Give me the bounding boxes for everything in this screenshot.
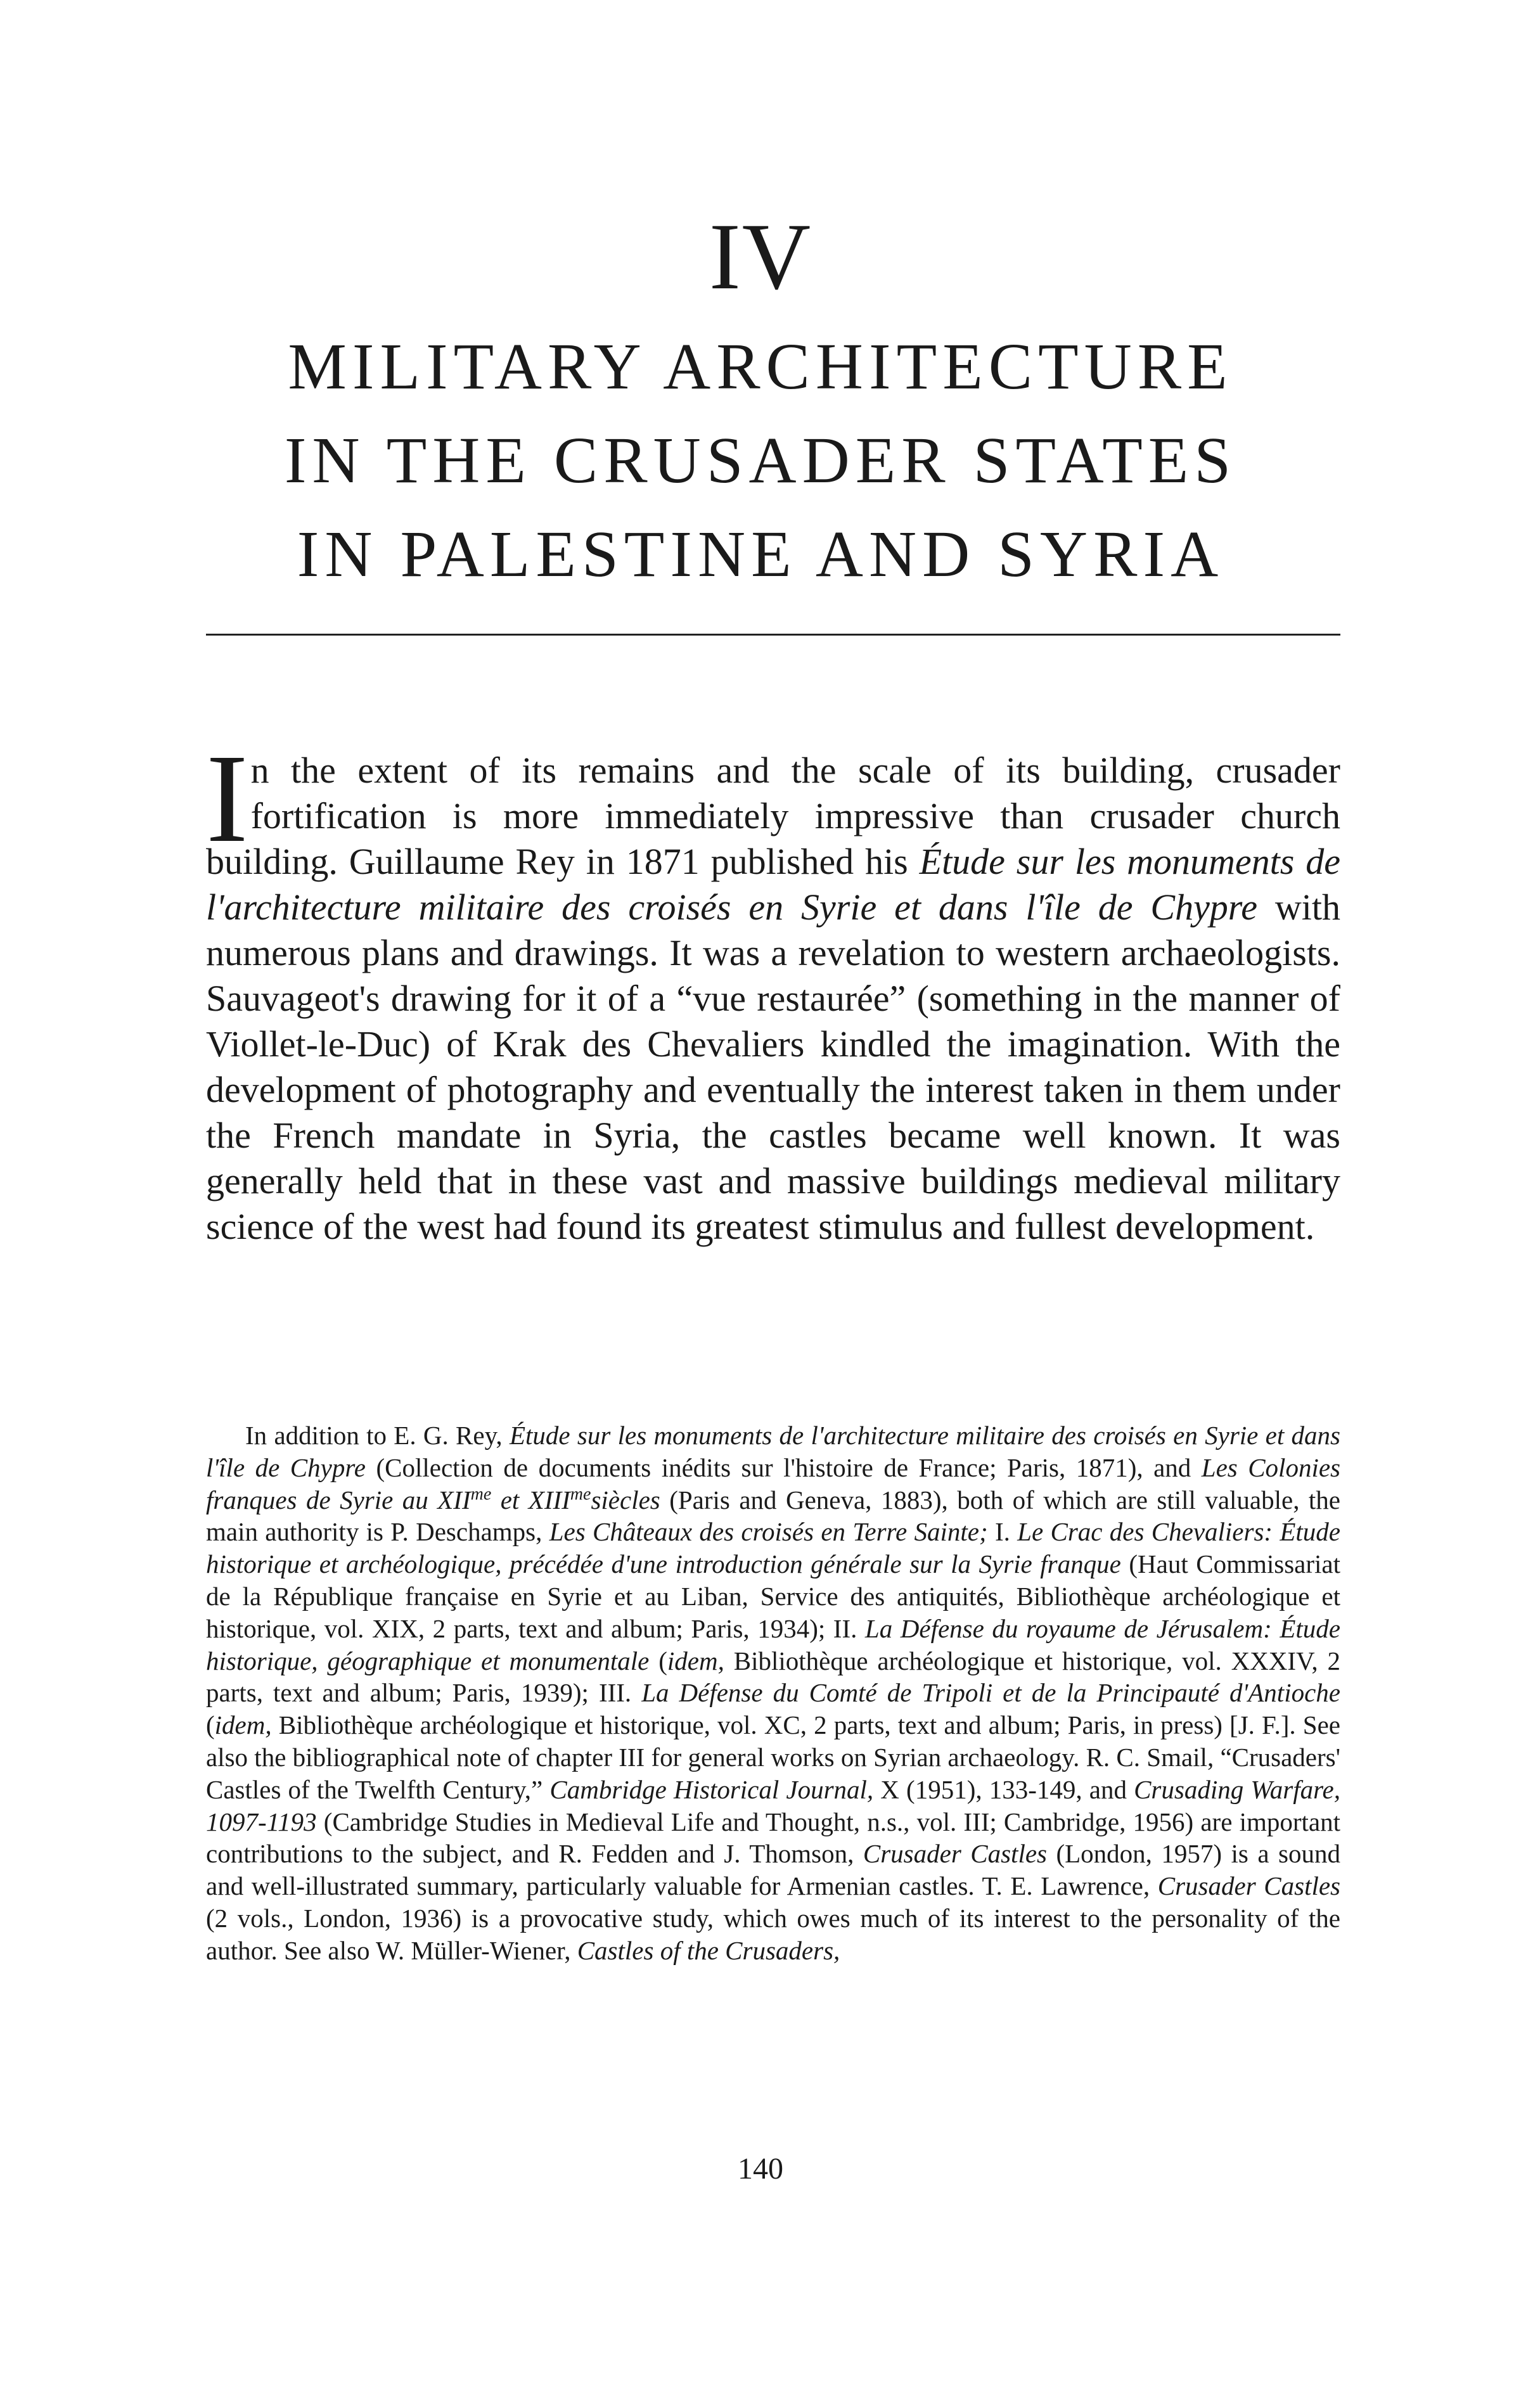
title-divider: [206, 634, 1340, 636]
body-text-segment: n the extent of its remains and the scale of its building, crusader fortification is more immediately impressive than crusader church building. Guillaume Rey in 1871 published his: [206, 750, 1340, 882]
footnote-text: I.: [987, 1517, 1018, 1547]
footnote-italic: et XIII: [491, 1485, 570, 1515]
footnote-text: (London, 1957) is a sound and well-illustrated summary, particularly valuable for Armenian castles. T. E. Lawrence,: [206, 1839, 1341, 1901]
footnote-italic: Les Châteaux des croisés en Terre Sainte;: [549, 1517, 988, 1547]
footnote-text: (: [206, 1710, 215, 1740]
footnote: [206, 1419, 1340, 1967]
footnote-italic: Les Colonies franques de Syrie au XII: [206, 1452, 1340, 1515]
chapter-title-line: IN PALESTINE AND SYRIA: [297, 518, 1224, 591]
drop-cap: I: [206, 729, 248, 869]
footnote-italic: La Défense du Comté de Tripoli et de la Principauté d'Antioche: [641, 1678, 1340, 1708]
footnote-text: (Paris and Geneva, 1883), both of which are still valuable, the main authority is P. Deschamps,: [206, 1485, 1341, 1547]
footnote-italic: me: [470, 1483, 492, 1504]
body-text-segment: with numerous plans and drawings. It was a revelation to western archaeologists. Sauvageot's drawing for it of a “vue restaurée” (something in the manner of Viollet-le-Duc) of Krak des Chevaliers kindled the imagination. With the development of photography and eventually the interest taken in them under the French mandate in Syria, the castles became well known. It was generally held that in these vast and massive buildings medieval military science of the west had found its greatest stimulus and fullest development.: [206, 887, 1341, 1247]
footnote-text: (Cambridge Studies in Medieval Life and Thought, n.s., vol. III; Cambridge, 1956) are important contributions to the subject, and R. Fedden and J. Thomson,: [206, 1807, 1340, 1869]
body-italic-title: Étude sur les monuments de l'architecture militaire des croisés en Syrie et dans l'île de Chypre: [206, 841, 1340, 928]
footnote-italic: Crusading Warfare, 1097-1193: [206, 1774, 1340, 1836]
footnote-italic: Le Crac des Chevaliers: Étude historique et archéologique, précédée d'une introduction générale sur la Syrie franque: [206, 1517, 1341, 1579]
footnote-italic: Étude sur les monuments de l'architecture militaire des croisés en Syrie et dans l'île de Chypre: [206, 1421, 1340, 1482]
footnote-italic: Castles of the Crusaders,: [577, 1935, 840, 1965]
footnote-italic: Cambridge Historical Journal,: [549, 1774, 874, 1804]
footnote-text: (Haut Commissariat de la République française en Syrie et au Liban, Service des antiquités, Bibliothèque archéologique et historique, vol. XIX, 2 parts, text and album; Paris, 1934); II.: [206, 1549, 1340, 1643]
footnote-text: X (1951), 133-149, and: [873, 1774, 1134, 1804]
footnote-superscript: [471, 1484, 492, 1504]
page-number: 140: [738, 2152, 783, 2186]
footnote-italic: me: [570, 1483, 591, 1504]
footnote-italic: siècles: [591, 1485, 660, 1515]
footnote-italic: La Défense du royaume de Jérusalem: Étude historique, géographique et monumentale: [206, 1613, 1340, 1675]
footnote-italic: Crusader Castles: [1157, 1871, 1341, 1901]
footnote-text: (: [649, 1646, 667, 1675]
footnote-italic: Crusader Castles: [863, 1839, 1047, 1869]
chapter-title: [190, 320, 1331, 601]
footnote-text: In addition to E. G. Rey,: [245, 1421, 510, 1450]
footnote-italic: idem,: [667, 1646, 724, 1675]
footnote-italic: idem,: [214, 1710, 272, 1740]
footnote-text: (2 vols., London, 1936) is a provocative study, which owes much of its interest to the personality of the author. See also W. Müller-Wiener,: [206, 1903, 1340, 1965]
footnote-text: (Collection de documents inédits sur l'histoire de France; Paris, 1871), and: [365, 1452, 1202, 1482]
footnote-superscript: [570, 1484, 591, 1504]
footnote-text: Bibliothèque archéologique et historique, vol. XXXIV, 2 parts, text and album; Paris, 1939); III.: [206, 1646, 1341, 1708]
chapter-title-line: IN THE CRUSADER STATES: [284, 424, 1237, 497]
footnote-text: Bibliothèque archéologique et historique, vol. XC, 2 parts, text and album; Paris, in press) [J. F.]. See also the bibliographical note of chapter III for general works on Syrian archaeology. R. C. Smail, “Crusaders' Castles of the Twelfth Century,”: [206, 1710, 1340, 1804]
body-paragraph: [206, 729, 1341, 1250]
chapter-number: IV: [709, 204, 812, 309]
chapter-title-line: MILITARY ARCHITECTURE: [288, 330, 1233, 403]
